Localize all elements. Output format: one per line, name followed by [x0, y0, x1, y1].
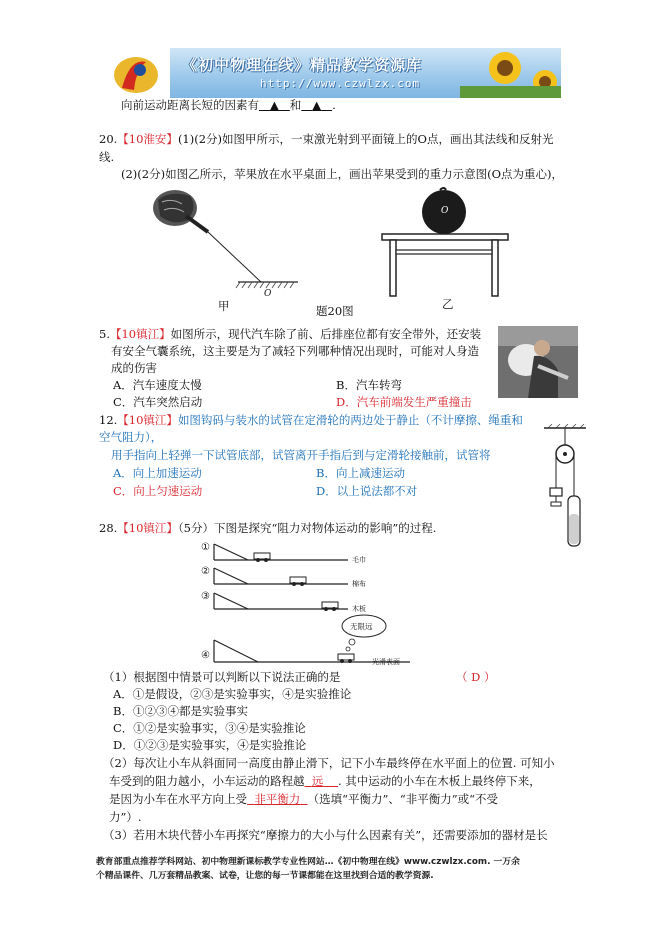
q5-option-c: C．汽车突然启动: [113, 395, 203, 409]
q5-line1: [99, 326, 481, 342]
airbag-photo: [498, 326, 578, 398]
q28-part2-text2a: 车受到的阻力越小，小车运动的路程越: [109, 774, 305, 788]
q28-option-d: D．①②③是实验事实，④是实验推论: [113, 738, 307, 752]
q5-number: 5.: [99, 327, 110, 341]
q12-line1: [99, 412, 523, 428]
fig-label-4: ④: [201, 650, 210, 661]
track-2: [214, 568, 348, 586]
apple-center-o: O: [441, 206, 449, 216]
fig-label-3: ③: [201, 591, 210, 602]
q12-line3: 用手指向上轻弹一下试管底部，试管离开手指后到与定滑轮接触前，试管将: [111, 448, 491, 462]
top-line-and: 和: [289, 98, 302, 112]
fig-label-1: ①: [201, 542, 210, 553]
surface-towel: 毛巾: [352, 556, 366, 564]
site-banner: [100, 48, 561, 98]
q5-option-b: B．汽车转弯: [336, 378, 402, 392]
q20-text1: (1)(2分)如图甲所示，一束激光射到平面镜上的O点，画出其法线和反射光: [177, 132, 554, 146]
q12-option-d: D．以上说法都不对: [316, 484, 418, 498]
banner-url: http://www.czwlzx.com: [260, 77, 421, 90]
q12-line2: 空气阻力），: [99, 430, 163, 444]
laser-beam: [208, 232, 261, 282]
q28-part1: （1）根据图中情景可以判断以下说法正确的是: [103, 670, 341, 684]
blank-1-mark: ▲: [269, 98, 279, 112]
top-line: [121, 97, 336, 113]
blank-1: [259, 98, 290, 112]
cart-1: [254, 553, 270, 559]
figure-jia: [150, 186, 300, 302]
q28-part2-line1: （2）每次让小车从斜面同一高度由静止滑下，记下小车最终停在水平面上的位置. 可知小: [103, 756, 555, 770]
track-1: [214, 544, 348, 562]
driver-icon: [534, 340, 550, 356]
surface-cotton: 棉布: [352, 580, 366, 588]
q5-line3: 成的伤害: [111, 361, 157, 375]
figure-20-caption: 题20图: [316, 304, 354, 318]
q5-tag: 【10镇江】: [109, 327, 171, 341]
bubble-text: 无限远: [350, 622, 373, 631]
q28-part2-text3b: （选填“平衡力”、“非平衡力”或“不受: [307, 792, 499, 806]
q20-number: 20.: [99, 132, 118, 146]
cart-2: [290, 577, 306, 583]
q12-text1: 如图钩码与装水的试管在定滑轮的两边处于静止（不计摩擦、绳重和: [177, 413, 523, 427]
q28-part2-text3a: 是因为小车在水平方向上受: [109, 792, 247, 806]
banner-title: 《初中物理在线》精品教学资源库: [182, 56, 423, 74]
q12-tag: 【10镇江】: [117, 413, 178, 427]
q20-line2: 线.: [99, 150, 115, 164]
q28-answer-far-text: 远: [311, 774, 324, 788]
page-footer: [96, 855, 576, 883]
experiment-figure: [198, 540, 418, 668]
q12-option-b: B．向上减速运动: [316, 466, 405, 480]
q20-line1: [99, 131, 553, 147]
q28-part1-answer: （ D ）: [456, 670, 496, 684]
q28-answer-force: [247, 792, 308, 806]
surface-smooth: 光滑表面: [372, 658, 400, 666]
track-3: [214, 593, 348, 611]
q28-line1: [99, 520, 436, 536]
q28-option-c: C．①②是实验事实，③④是实验推论: [113, 721, 306, 735]
q12-option-a: A．向上加速运动: [113, 466, 202, 480]
q12-number: 12.: [99, 413, 118, 427]
q28-part3: （3）若用木块代替小车再探究“摩擦力的大小与什么因素有关”，还需要添加的器材是长: [103, 828, 548, 842]
track-4: [214, 615, 410, 663]
pulley-figure: [540, 424, 590, 550]
blank-2: [301, 98, 332, 112]
weight-icon: [550, 488, 562, 496]
q28-part2-line3: [109, 791, 498, 807]
label-jia: 甲: [218, 299, 230, 313]
q5-option-d: D．汽车前端发生严重撞击: [336, 395, 472, 409]
label-yi: 乙: [442, 297, 454, 311]
q28-number: 28.: [99, 521, 118, 535]
q28-part2-line4: 力”）.: [109, 810, 142, 824]
mirror-point-o: O: [264, 289, 272, 299]
footer-line1: 教育部重点推荐学科网站、初中物理新课标教学专业性网站…《初中物理在线》www.czwlzx.com. 一万余: [96, 857, 520, 867]
q5-text1: 如图所示，现代汽车除了前、后排座位都有安全带外，还安装: [170, 327, 482, 341]
q20-line3: (2)(2分)如图乙所示，苹果放在水平桌面上，画出苹果受到的重力示意图(O点为重心)，: [121, 167, 563, 181]
q12-option-c: C．向上匀速运动: [113, 484, 203, 498]
q28-answer-force-text: 非平衡力: [254, 792, 301, 806]
q28-tag: 【10镇江】: [117, 521, 178, 535]
top-line-text: 向前运动距离长短的因素有: [121, 98, 259, 112]
q28-part2-text2b: . 其中运动的小车在木板上最终停下来，: [337, 774, 541, 788]
figure-yi: [380, 186, 510, 298]
surface-wood: 木板: [352, 605, 366, 613]
cart-3: [322, 602, 338, 608]
blank-2-mark: ▲: [312, 98, 322, 112]
q28-option-a: A．①是假设，②③是实验事实，④是实验推论: [113, 687, 352, 701]
q28-text1: （5分）下图是探究“阻力对物体运动的影响”的过程.: [177, 521, 437, 535]
q5-option-a: A．汽车速度太慢: [113, 378, 202, 392]
q20-tag: 【10淮安】: [117, 132, 178, 146]
cart-4: [338, 654, 354, 660]
footer-line2: 个精品课件、几万套精品教案、试卷，让您的每一节课都能在这里找到合适的教学资源.: [96, 871, 434, 881]
q28-answer-far: [305, 774, 338, 788]
q28-part2-line2: [109, 773, 541, 789]
fig-label-2: ②: [201, 566, 210, 577]
q28-option-b: B．①②③④都是实验事实: [113, 704, 248, 718]
q5-line2: 有安全气囊系统，这主要是为了减轻下列哪种情况出现时，可能对人身造: [111, 344, 479, 358]
top-line-end: .: [332, 98, 336, 112]
